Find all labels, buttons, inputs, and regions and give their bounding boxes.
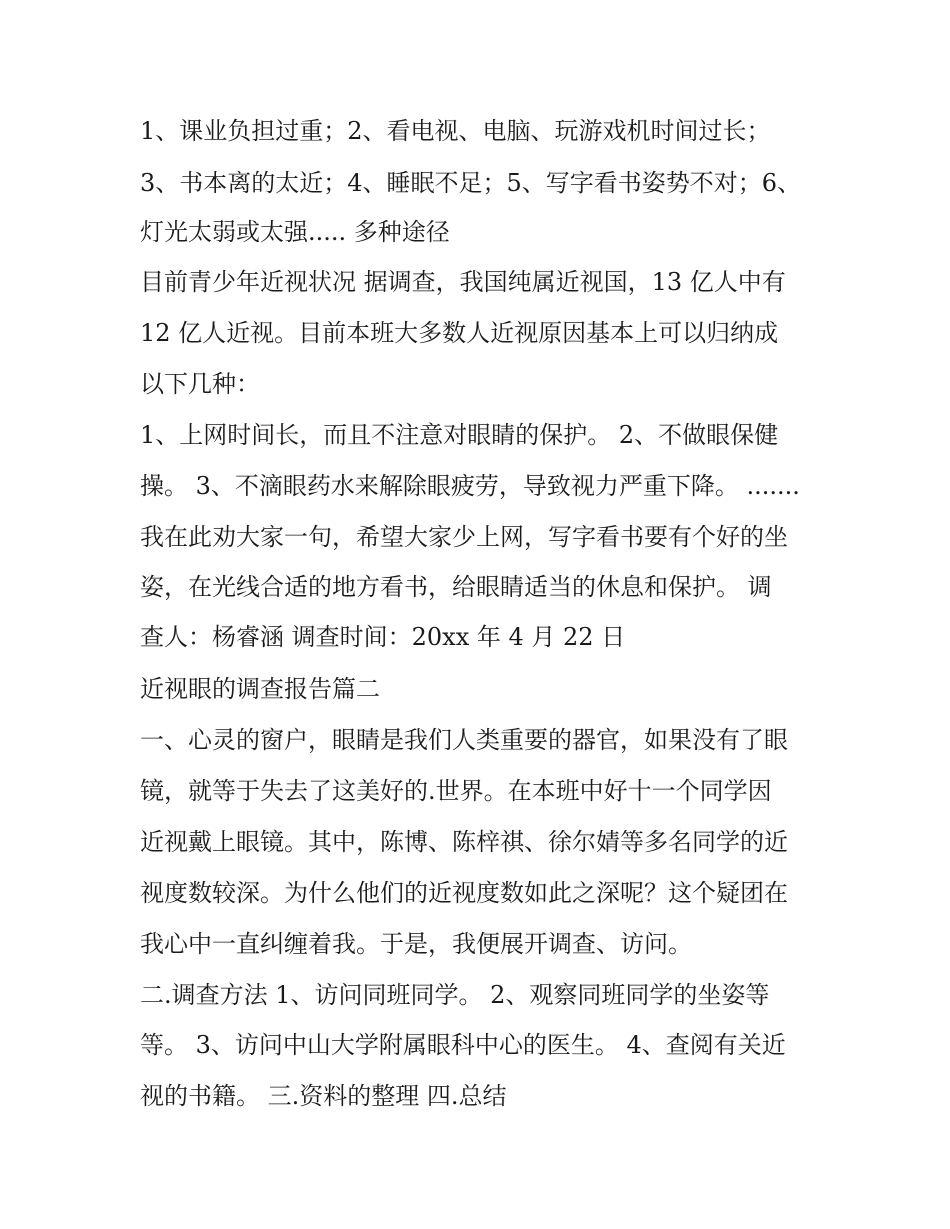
text-line-18: 二.调查方法 1、访问同班同学。 2、观察同班同学的坐姿等 — [140, 981, 770, 1009]
section-heading: 近视眼的调查报告篇二 — [140, 675, 380, 703]
text-line-7: 1、上网时间长，而且不注意对眼睛的保护。 2、不做眼保健 — [140, 421, 779, 449]
text-line-17: 我心中一直纠缠着我。于是，我便展开调查、访问。 — [140, 930, 692, 958]
text-line-19: 等。 3、访问中山大学附属眼科中心的医生。 4、查阅有关近 — [140, 1031, 786, 1059]
text-line-4: 目前青少年近视状况 据调查，我国纯属近视国，13 亿人中有 — [140, 268, 786, 296]
text-line-13: 一、心灵的窗户，眼睛是我们人类重要的器官，如果没有了眼 — [140, 726, 788, 754]
text-line-15: 近视戴上眼镜。其中，陈博、陈梓祺、徐尔婧等多名同学的近 — [140, 828, 788, 856]
text-line-5: 12 亿人近视。目前本班大多数人近视原因基本上可以归纳成 — [140, 319, 779, 347]
text-line-9: 我在此劝大家一句，希望大家少上网，写字看书要有个好的坐 — [140, 523, 788, 551]
text-line-20: 视的书籍。 三.资料的整理 四.总结 — [140, 1082, 507, 1110]
text-line-2: 3、书本离的太近；4、睡眠不足；5、写字看书姿势不对；6、 — [140, 169, 802, 197]
text-line-10: 姿，在光线合适的地方看书，给眼睛适当的休息和保护。 调 — [140, 573, 772, 601]
text-line-6: 以下几种： — [140, 370, 260, 398]
text-line-14: 镜，就等于失去了这美好的.世界。在本班中好十一个同学因 — [140, 777, 772, 805]
text-line-11: 查人：杨睿涵 调查时间：20xx 年 4 月 22 日 — [140, 623, 626, 651]
text-line-3: 灯光太弱或太强..... 多种途径 — [140, 218, 450, 246]
text-line-1: 1、课业负担过重；2、看电视、电脑、玩游戏机时间过长； — [140, 117, 771, 145]
text-line-8: 操。 3、不滴眼药水来解除眼疲劳，导致视力严重下降。 ....... — [140, 472, 800, 500]
text-line-16: 视度数较深。为什么他们的近视度数如此之深呢？这个疑团在 — [140, 879, 788, 907]
